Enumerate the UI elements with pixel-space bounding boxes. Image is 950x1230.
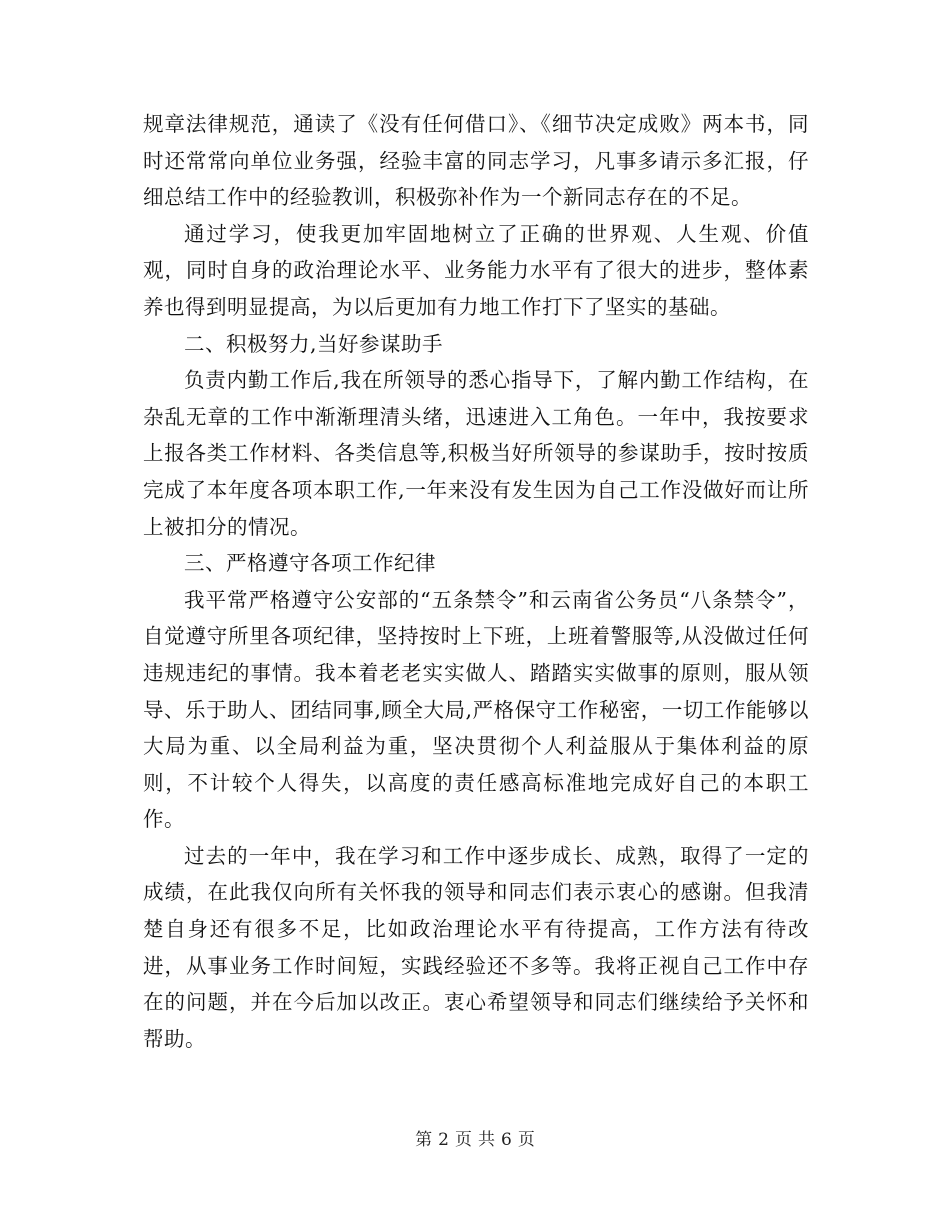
paragraph-3: 负责内勤工作后,我在所领导的悉心指导下，了解内勤工作结构，在杂乱无章的工作中渐渐理清头绪，迅速进入工角色。一年中，我按要求上报各类工作材料、各类信息等,积极当好所领导的参谋助手，按时按质完成了本年度各项本职工作,一年来没有发生因为自己工作没做好而让所上被扣分的情况。 <box>143 368 809 539</box>
footer-total-unit: 页 <box>517 1130 535 1150</box>
section-heading-2: 二、积极努力,当好参谋助手 <box>184 331 444 356</box>
paragraph-2: 通过学习，使我更加牢固地树立了正确的世界观、人生观、价值观，同时自身的政治理论水平、业务能力水平有了很大的进步，整体素养也得到明显提高，为以后更加有力地工作打下了坚实的基础。 <box>143 221 809 319</box>
page-footer <box>0 1128 950 1152</box>
section-heading-3: 三、严格遵守各项工作纪律 <box>184 551 436 576</box>
paragraph-5: 过去的一年中，我在学习和工作中逐步成长、成熟，取得了一定的成绩，在此我仅向所有关怀我的领导和同志们表示衷心的感谢。但我清楚自身还有很多不足，比如政治理论水平有待提高，工作方法有待改进，从事业务工作时间短，实践经验还不多等。我将正视自己工作中存在的问题，并在今后加以改正。衷心希望领导和同志们继续给予关怀和帮助。 <box>143 843 809 1051</box>
paragraph-1: 规章法律规范，通读了《没有任何借口》、《细节决定成败》两本书，同时还常常向单位业务强，经验丰富的同志学习，凡事多请示多汇报，仔细总结工作中的经验教训，积极弥补作为一个新同志存在的不足。 <box>143 112 809 210</box>
footer-prefix: 第 <box>415 1130 433 1150</box>
footer-page-unit: 页 <box>455 1130 472 1150</box>
paragraph-4: 我平常严格遵守公安部的“五条禁令”和云南省公务员“八条禁令”，自觉遵守所里各项纪律，坚持按时上下班，上班着警服等,从没做过任何违规违纪的事情。我本着老老实实做人、踏踏实实做事的原则，服从领导、乐于助人、团结同事,顾全大局,严格保守工作秘密，一切工作能够以大局为重、以全局利益为重，坚决贯彻个人利益服从于集体利益的原则，不计较个人得失，以高度的责任感高标准地完成好自己的本职工作。 <box>143 587 809 832</box>
document-body <box>143 106 809 1057</box>
footer-total-prefix: 共 <box>478 1130 495 1150</box>
footer-total-pages: 6 <box>501 1130 512 1150</box>
footer-current-page: 2 <box>438 1130 449 1150</box>
